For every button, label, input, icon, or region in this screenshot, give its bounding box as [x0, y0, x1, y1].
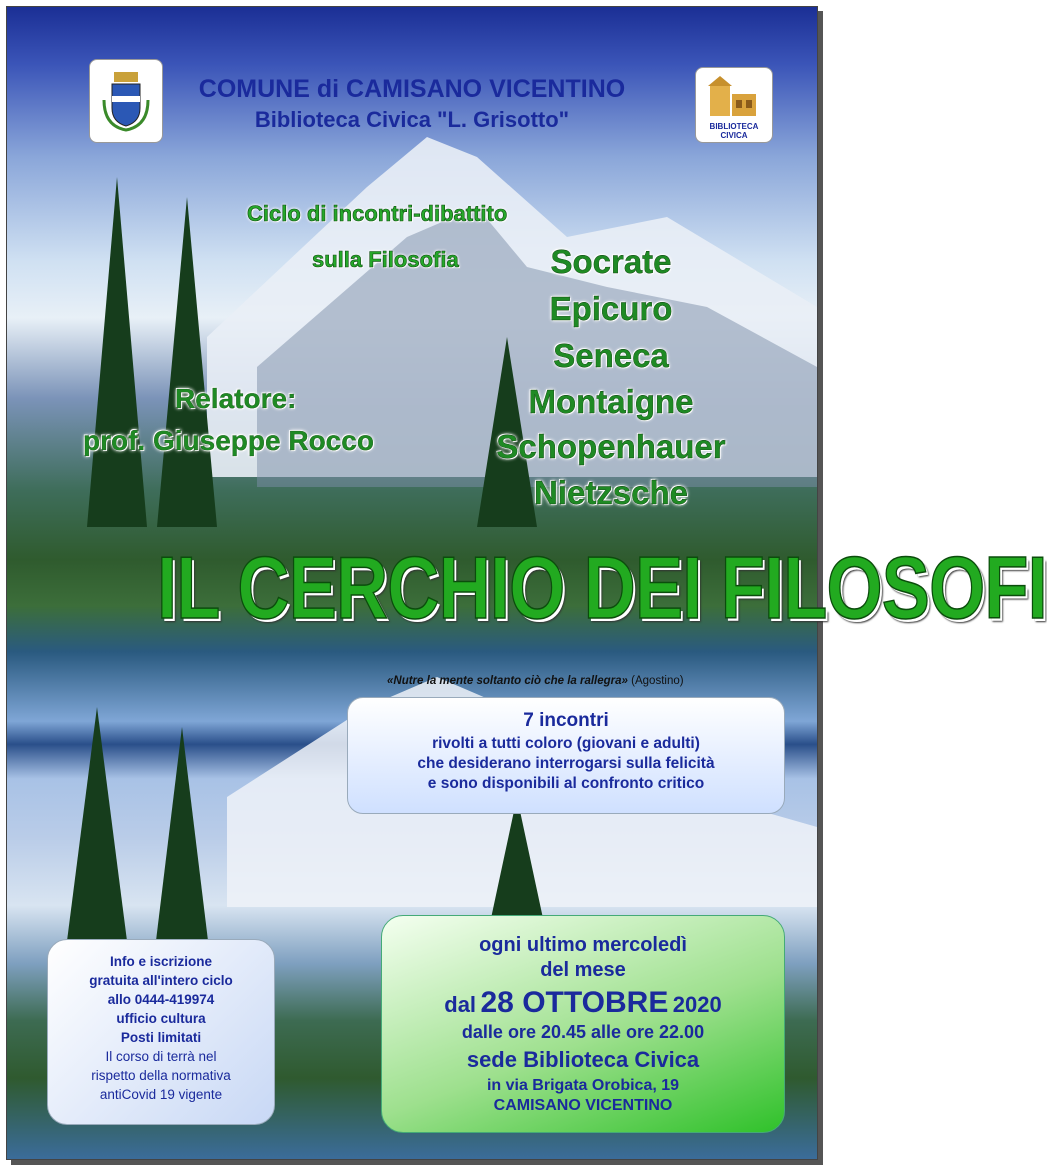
- info-line: ufficio cultura: [116, 1011, 206, 1026]
- philosopher-3: Seneca: [553, 337, 669, 374]
- schedule-date: [382, 986, 784, 1020]
- header-line1: COMUNE di CAMISANO VICENTINO: [198, 75, 626, 103]
- library-logo-text: BIBLIOTECA CIVICA: [709, 122, 759, 140]
- info-line: antiCovid 19 vigente: [99, 1087, 223, 1102]
- header-line2: Biblioteca Civica "L. Grisotto": [254, 107, 570, 132]
- schedule-venue: sede Biblioteca Civica: [466, 1047, 700, 1072]
- info-line: Info e iscrizione: [109, 954, 213, 969]
- info-box: [47, 939, 275, 1125]
- incontri-box: [347, 697, 785, 814]
- speaker-name: prof. Giuseppe Rocco: [83, 425, 374, 456]
- quote-author: (Agostino): [631, 675, 684, 687]
- cycle-line1: Ciclo di incontri-dibattito: [247, 201, 508, 226]
- incontri-line: e sono disponibili al confronto critico: [427, 775, 705, 792]
- schedule-line1: ogni ultimo mercoledì: [479, 934, 687, 956]
- info-phone: allo 0444-419974: [107, 992, 215, 1007]
- speaker-label: Relatore:: [175, 383, 297, 414]
- info-line: Posti limitati: [120, 1030, 202, 1045]
- poster: [6, 6, 1047, 1160]
- schedule-town: CAMISANO VICENTINO: [493, 1097, 673, 1114]
- philosopher-6: Nietzsche: [533, 474, 689, 511]
- incontri-line: che desiderano interrogarsi sulla felicità: [417, 755, 715, 772]
- incontri-title: 7 incontri: [523, 710, 609, 731]
- quote-text: «Nutre la mente soltanto ciò che la rallegra»: [387, 675, 628, 687]
- schedule-date-main: 28 OTTOBRE: [480, 986, 669, 1019]
- philosopher-2: Epicuro: [549, 290, 673, 327]
- schedule-year: 2020: [672, 992, 722, 1017]
- quote: [387, 675, 684, 687]
- info-line: rispetto della normativa: [91, 1068, 231, 1083]
- info-line: Il corso di terrà nel: [105, 1049, 217, 1064]
- main-title: IL CERCHIO DEI FILOSOFI: [157, 538, 1047, 637]
- schedule-line2: del mese: [540, 959, 626, 981]
- info-line: gratuita all'intero ciclo: [89, 973, 233, 988]
- philosopher-5: Schopenhauer: [496, 428, 726, 465]
- cycle-line2: sulla Filosofia: [312, 247, 459, 272]
- philosopher-4: Montaigne: [528, 383, 694, 420]
- philosopher-1: Socrate: [550, 243, 672, 280]
- schedule-address: in via Brigata Orobica, 19: [486, 1077, 680, 1094]
- schedule-from: dal: [444, 992, 477, 1017]
- schedule-hours: dalle ore 20.45 alle ore 22.00: [461, 1022, 705, 1042]
- incontri-line: rivolti a tutti coloro (giovani e adulti): [432, 735, 700, 752]
- schedule-box: [381, 915, 785, 1133]
